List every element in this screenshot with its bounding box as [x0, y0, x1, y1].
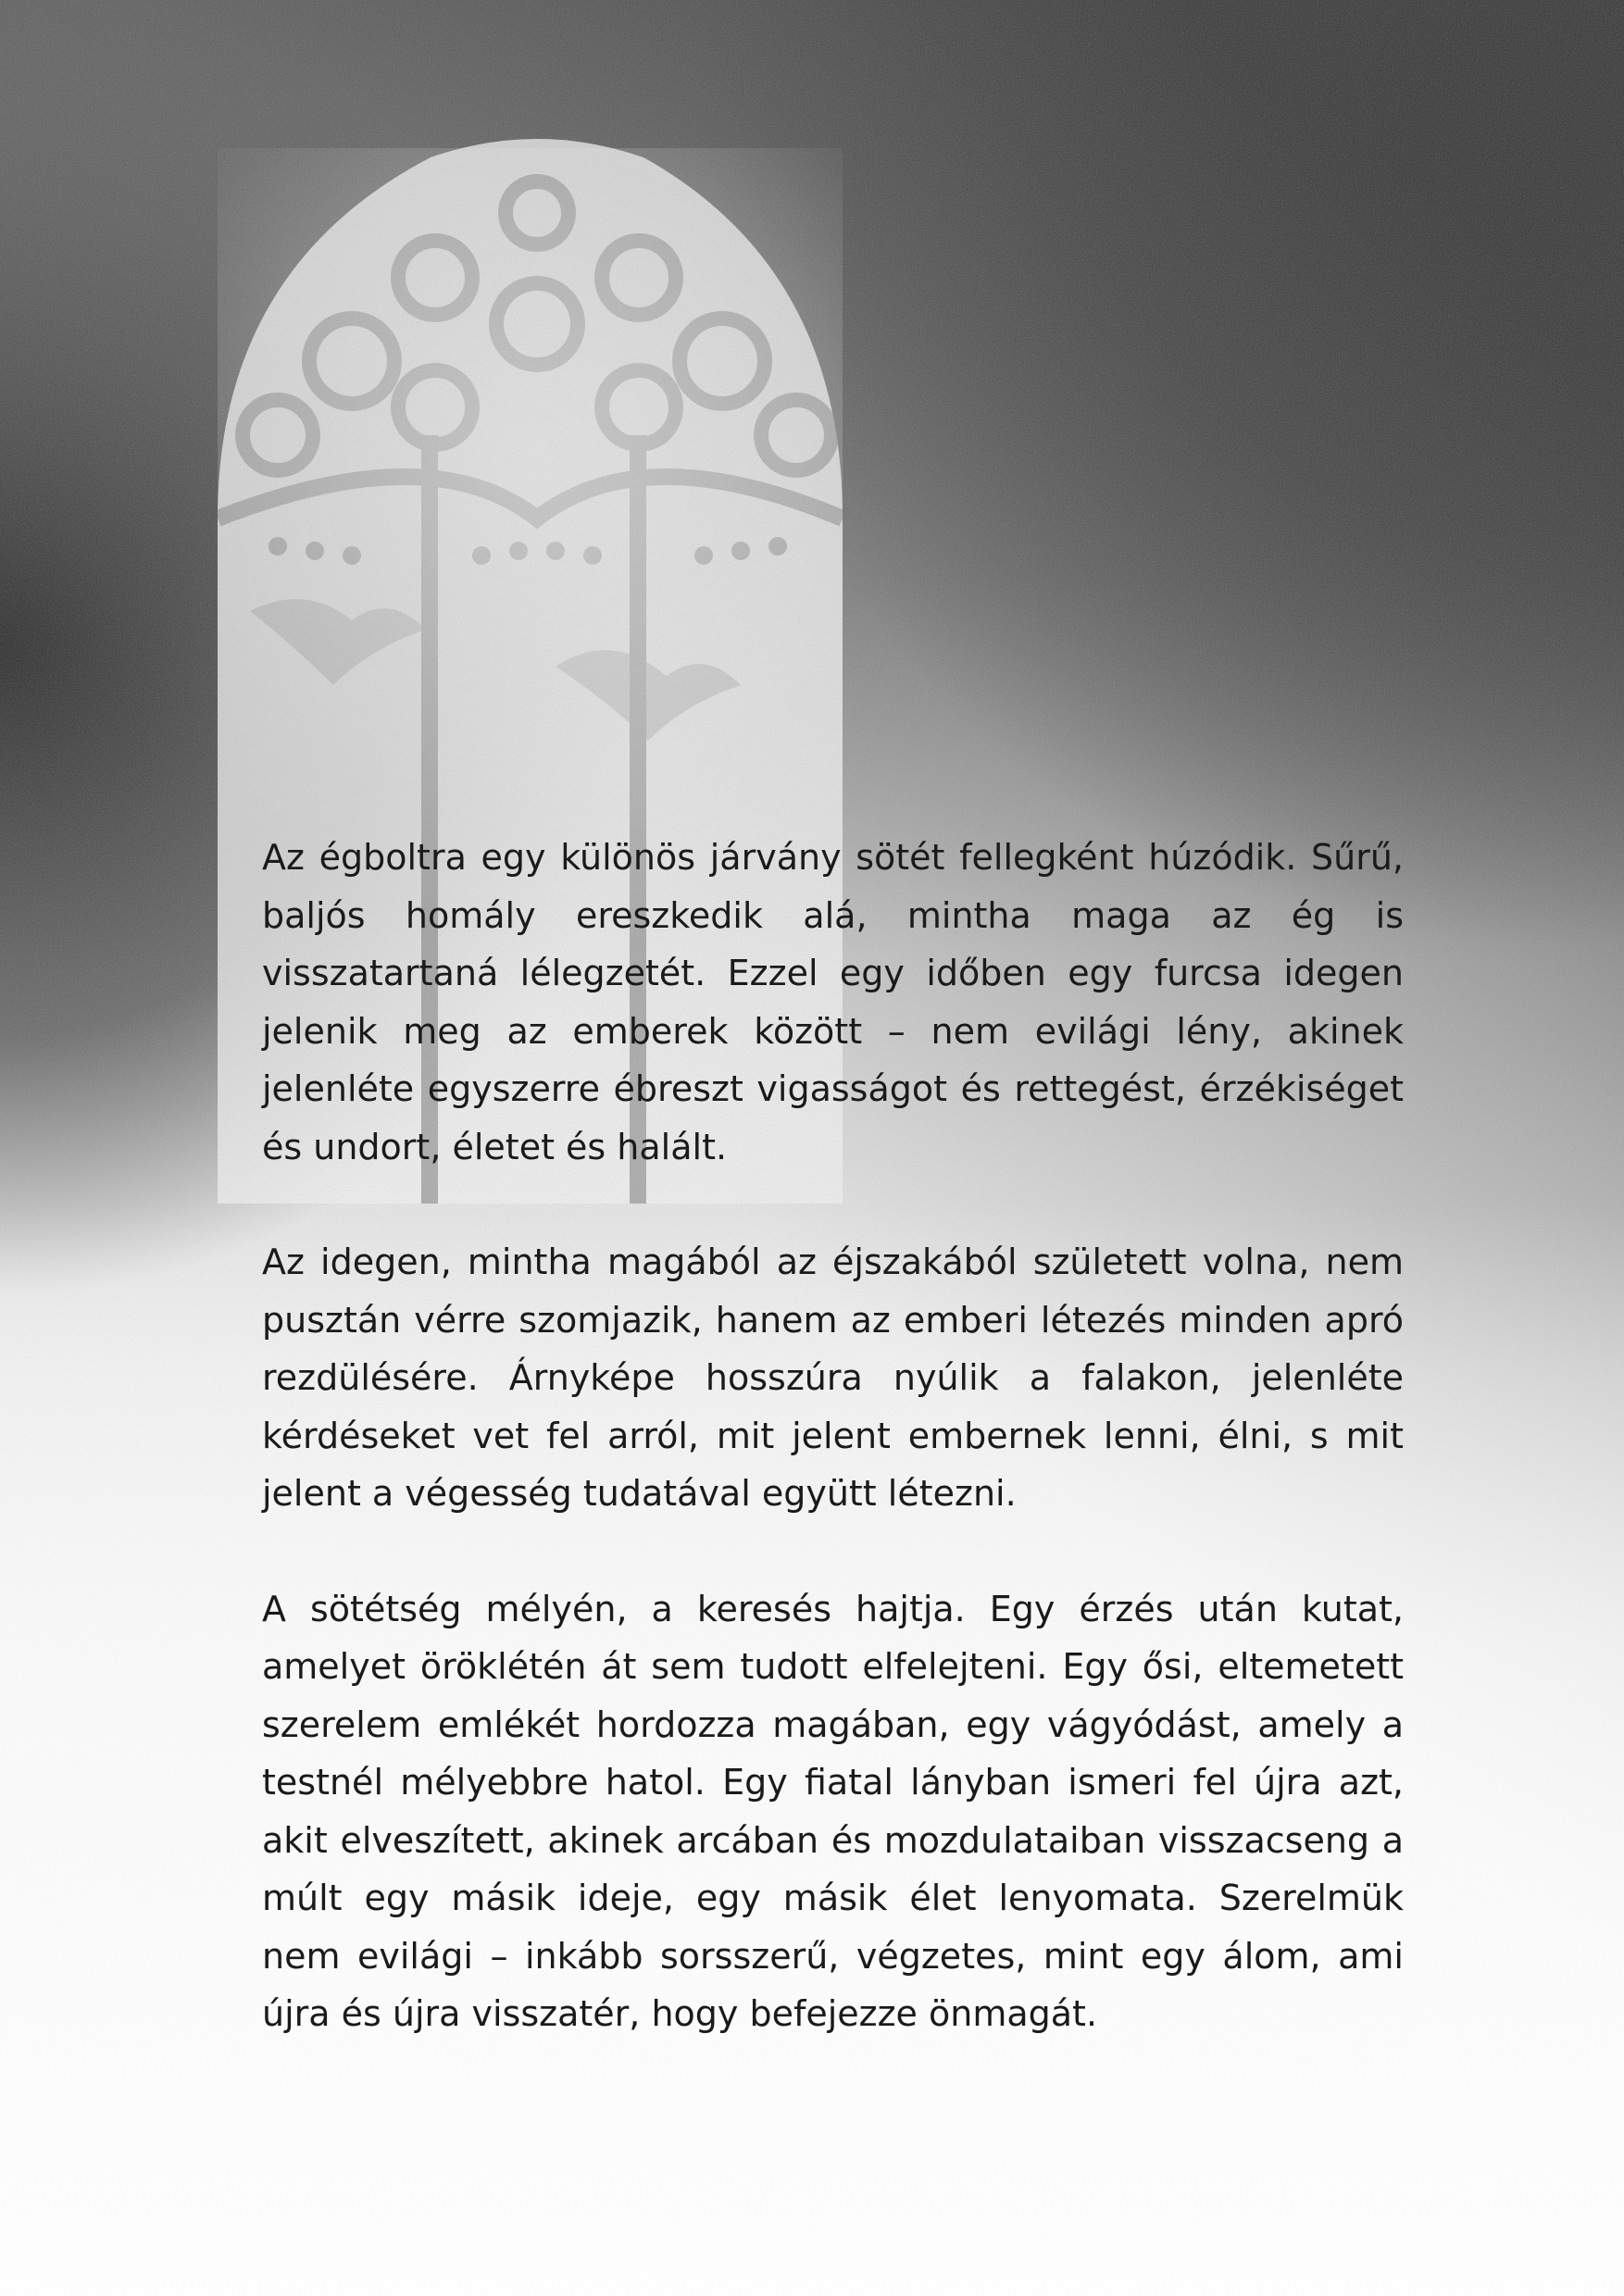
paragraph-3: A sötétség mélyén, a keresés hajtja. Egy érzés után kutat, amelyet öröklétén át sem tudott elfelejteni. Egy ősi, eltemetett szerelem emlékét hordozza magában, egy vágyódást, amely a testnél mélyebbre hatol. Egy fiatal lányban ismeri fel újra azt, akit elveszített, akinek arcában és mozdulataiban visszacseng a múlt egy másik ideje, egy másik élet lenyomata. Szerelmük nem evilági – inkább sorsszerű, végzetes, mint egy álom, ami újra és újra visszatér, hogy befejezze önmagát.: [262, 1588, 1404, 2034]
body-text: [262, 829, 1404, 2043]
paragraph-2: Az idegen, mintha magából az éjszakából született volna, nem pusztán vérre szomjazik, hanem az emberi létezés minden apró rezdülésére. Árnyképe hosszúra nyúlik a falakon, jelenléte kérdéseket vet fel arról, mit jelent embernek lenni, élni, s mit jelent a végesség tudatával együtt létezni.: [262, 1242, 1404, 1514]
paragraph-1: Az égboltra egy különös járvány sötét fellegként húzódik. Sűrű, baljós homály ereszkedik alá, mintha maga az ég is visszatartaná lélegzetét. Ezzel egy időben egy furcsa idegen jelenik meg az emberek között – nem evilági lény, akinek jelenléte egyszerre ébreszt vigasságot és rettegést, érzékiséget és undort, életet és halált.: [262, 837, 1404, 1167]
